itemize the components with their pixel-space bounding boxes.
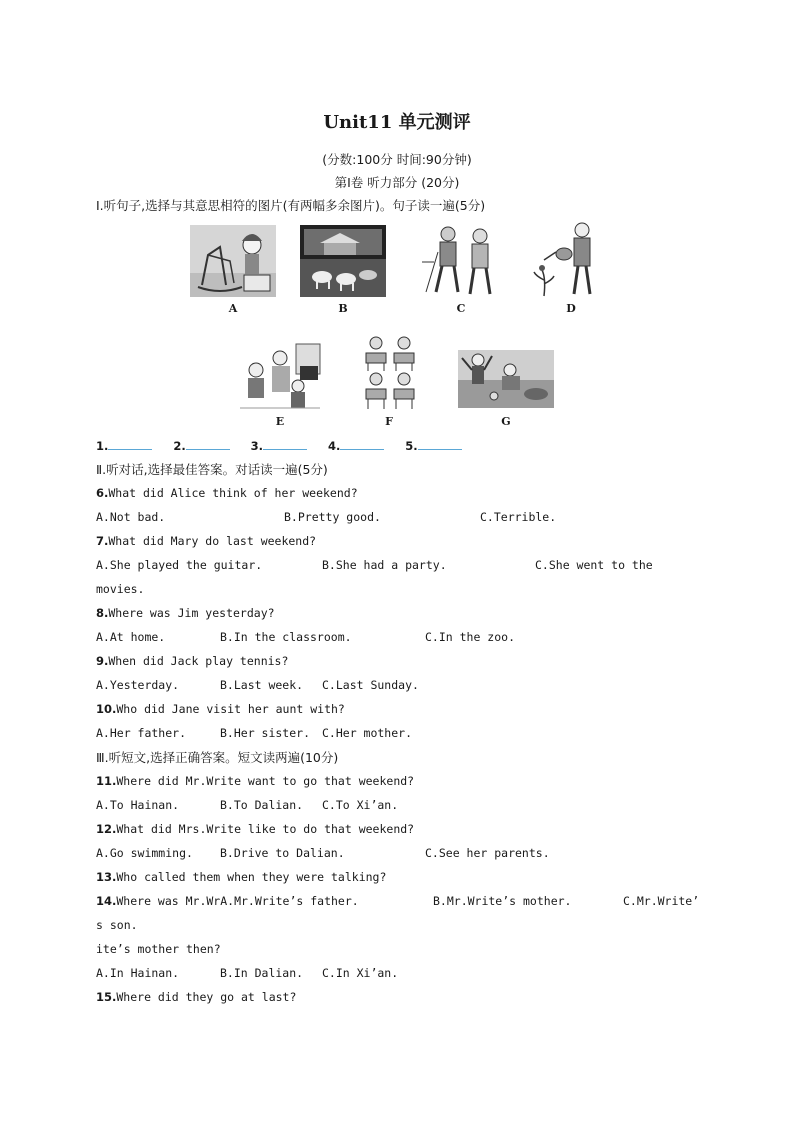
answer-blanks — [96, 437, 476, 453]
question-text: Where did Mr.Write want to go that weekend? — [116, 774, 415, 788]
option-b: B.She had a party. — [322, 558, 447, 572]
option-c: C.In Xi’an. — [322, 966, 399, 980]
answer-blank[interactable] — [186, 437, 230, 450]
question-text: Who called them when they were talking? — [116, 870, 387, 884]
option-c: C.See her parents. — [425, 846, 550, 860]
question-number: 12. — [96, 822, 117, 836]
option-c: C.Her mother. — [322, 726, 413, 740]
question-11 — [96, 774, 414, 788]
option-a: A.Her father. — [96, 726, 187, 740]
question-text: Where was Jim yesterday? — [108, 606, 275, 620]
picture-g — [458, 350, 554, 408]
picture-d — [530, 220, 606, 298]
picture-label: A — [228, 302, 238, 315]
question-continued: ite’s mother then? — [96, 942, 221, 956]
option-b: B.Last week. — [220, 678, 304, 692]
question-text: When did Jack play tennis? — [108, 654, 289, 668]
question-14 — [96, 894, 359, 908]
answer-blank[interactable] — [418, 437, 462, 450]
option-a: A.She played the guitar. — [96, 558, 263, 572]
question-9 — [96, 654, 288, 668]
option-c: C.In the zoo. — [425, 630, 516, 644]
blank-number: 3. — [250, 439, 263, 453]
picture-a — [190, 225, 276, 297]
picture-label: G — [501, 415, 511, 428]
option-a: A.Not bad. — [96, 510, 166, 524]
option-a: A.Go swimming. — [96, 846, 193, 860]
question-number: 8. — [96, 606, 109, 620]
option-c: C.Last Sunday. — [322, 678, 419, 692]
option-c-continued: s son. — [96, 918, 138, 932]
question-number: 10. — [96, 702, 117, 716]
option-c: C.Terrible. — [480, 510, 557, 524]
option-c-continued: movies. — [96, 582, 145, 596]
option-a: A.At home. — [96, 630, 166, 644]
answer-blank[interactable] — [340, 437, 384, 450]
picture-label: E — [275, 415, 285, 428]
question-text: Where did they go at last? — [116, 990, 297, 1004]
question-number: 9. — [96, 654, 109, 668]
picture-label: D — [566, 302, 576, 315]
option-a: A.In Hainan. — [96, 966, 180, 980]
picture-f — [362, 335, 418, 413]
picture-label: B — [338, 302, 348, 315]
option-b: B.Her sister. — [220, 726, 311, 740]
option-c: C.To Xi’an. — [322, 798, 399, 812]
option-a: A.To Hainan. — [96, 798, 180, 812]
question-8 — [96, 606, 275, 620]
question-text: Where was Mr.WrA.Mr.Write’s father. — [116, 894, 359, 908]
option-b: B.Pretty good. — [284, 510, 381, 524]
question-13 — [96, 870, 386, 884]
question-12 — [96, 822, 414, 836]
option-b: B.In Dalian. — [220, 966, 304, 980]
option-c: C.Mr.Write’ — [623, 894, 700, 908]
option-b: B.In the classroom. — [220, 630, 352, 644]
picture-b — [300, 225, 386, 297]
question-number: 13. — [96, 870, 117, 884]
picture-e — [236, 340, 324, 412]
question-number: 15. — [96, 990, 117, 1004]
question-15 — [96, 990, 296, 1004]
section1-heading: Ⅰ.听句子,选择与其意思相符的图片(有两幅多余图片)。句子读一遍(5分) — [96, 198, 486, 213]
question-number: 6. — [96, 486, 109, 500]
page-title: Unit11 单元测评 — [323, 112, 471, 133]
answer-blank[interactable] — [108, 437, 152, 450]
section2-heading: Ⅱ.听对话,选择最佳答案。对话读一遍(5分) — [96, 462, 328, 477]
option-a: A.Yesterday. — [96, 678, 180, 692]
score-time: (分数:100分 时间:90分钟) — [322, 152, 472, 167]
blank-number: 1. — [96, 439, 109, 453]
answer-blank[interactable] — [263, 437, 307, 450]
blank-number: 5. — [405, 439, 418, 453]
blank-number: 4. — [327, 439, 341, 453]
question-7 — [96, 534, 316, 548]
picture-label: C — [456, 302, 466, 315]
option-b: B.To Dalian. — [220, 798, 304, 812]
section3-heading: Ⅲ.听短文,选择正确答案。短文读两遍(10分) — [96, 750, 339, 765]
question-text: What did Mrs.Write like to do that weekend? — [116, 822, 415, 836]
blank-number: 2. — [173, 439, 186, 453]
option-b: B.Mr.Write’s mother. — [433, 894, 572, 908]
question-number: 11. — [96, 774, 117, 788]
question-text: What did Alice think of her weekend? — [108, 486, 358, 500]
option-c: C.She went to the — [535, 558, 653, 572]
part-heading: 第Ⅰ卷 听力部分 (20分) — [334, 175, 460, 190]
question-text: What did Mary do last weekend? — [108, 534, 317, 548]
picture-label: F — [385, 415, 393, 428]
question-number: 7. — [96, 534, 109, 548]
question-text: Who did Jane visit her aunt with? — [116, 702, 345, 716]
question-10 — [96, 702, 345, 716]
question-6 — [96, 486, 358, 500]
question-number: 14. — [96, 894, 117, 908]
picture-c — [416, 222, 506, 298]
option-b: B.Drive to Dalian. — [220, 846, 345, 860]
